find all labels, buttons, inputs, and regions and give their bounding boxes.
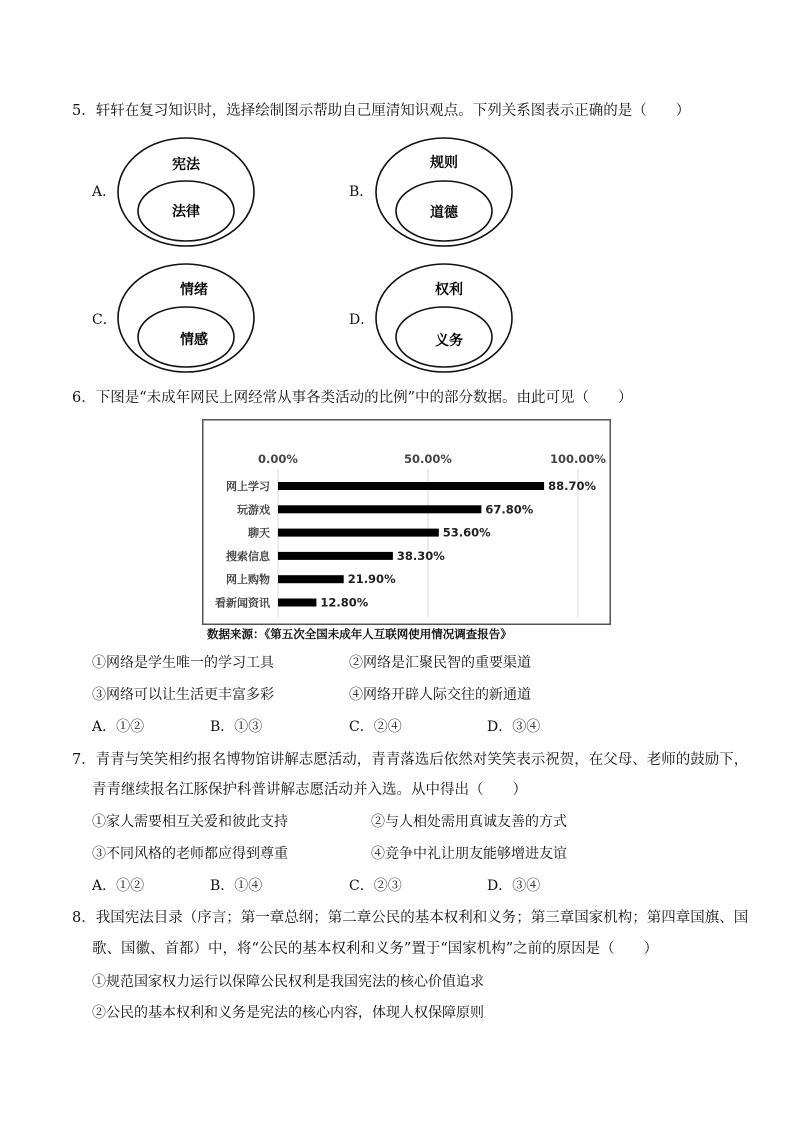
q7-stem-line-1: 7．青青与笑笑相约报名博物馆讲解志愿活动，青青落选后依然对笑笑表示祝贺，在父母、老师的鼓励下， (72, 752, 749, 768)
chart-category-label: 搜索信息 (226, 549, 270, 563)
chart-value-label: 53.60% (442, 525, 491, 540)
outer-label: 宪法 (172, 157, 200, 173)
chart-category-label: 网上购物 (226, 573, 270, 587)
chart-bar (278, 552, 393, 560)
q8-stem-line-1: 8．我国宪法目录（序言；第一章总纲；第二章公民的基本权利和义务；第三章国家机构；第四章国旗、国 (72, 910, 749, 926)
q6-statement-2: ②网络是汇聚民智的重要渠道 (349, 655, 531, 671)
chart-bar (278, 575, 344, 583)
q7-statement-3: ③不同风格的老师都应得到尊重 (92, 846, 288, 862)
q6-choice-d[interactable]: D．③④ (487, 719, 541, 735)
q5-option-c-letter[interactable]: C． (92, 312, 117, 328)
inner-label: 法律 (172, 204, 200, 220)
q8-statement-1: ①规范国家权力运行以保障公民权利是我国宪法的核心价值追求 (92, 974, 484, 990)
q6-statement-1: ①网络是学生唯一的学习工具 (92, 655, 274, 671)
q7-choice-a[interactable]: A．①② (92, 878, 145, 894)
chart-bar (278, 599, 316, 607)
inner-label: 道德 (430, 205, 458, 221)
chart-bar (278, 505, 481, 513)
q7-statement-2: ②与人相处需用真诚友善的方式 (371, 814, 567, 830)
chart-category-label: 聊天 (248, 526, 270, 540)
q6-choice-a[interactable]: A．①② (92, 719, 145, 735)
q6-choice-b[interactable]: B．①③ (210, 719, 263, 735)
outer-label: 情绪 (180, 282, 208, 298)
q7-choice-d[interactable]: D．③④ (487, 878, 541, 894)
q7-choice-c[interactable]: C．②③ (349, 878, 402, 894)
q6-statement-3: ③网络可以让生活更丰富多彩 (92, 687, 274, 703)
chart-category-label: 玩游戏 (237, 503, 270, 517)
q5-option-a-letter[interactable]: A． (92, 184, 117, 200)
chart-source: 数据来源：《第五次全国未成年人互联网使用情况调查报告》 (207, 627, 512, 641)
q8-stem-line-2: 歌、国徽、首都）中，将“公民的基本权利和义务”置于“国家机构”之前的原因是（ ） (92, 941, 659, 957)
q7-stem-line-2: 青青继续报名江豚保护科普讲解志愿活动并入选。从中得出（ ） (92, 782, 527, 798)
q6-choice-c[interactable]: C．②④ (349, 719, 402, 735)
q5-option-c-diagram (116, 262, 256, 374)
q5-option-d-letter[interactable]: D． (349, 312, 375, 328)
inner-label: 情感 (180, 332, 208, 348)
chart-category-label: 看新闻资讯 (215, 596, 270, 610)
q8-statement-2: ②公民的基本权利和义务是宪法的核心内容，体现人权保障原则 (92, 1005, 484, 1021)
outer-ellipse (118, 138, 254, 246)
chart-tick-label: 100.00% (550, 452, 606, 466)
outer-label: 规则 (430, 155, 458, 171)
q5-option-a-diagram (116, 136, 256, 248)
q7-statement-1: ①家人需要相互关爱和彼此支持 (92, 814, 288, 830)
chart-value-label: 88.70% (548, 479, 597, 493)
chart-category-label: 网上学习 (226, 480, 270, 493)
q6-statement-4: ④网络开辟人际交往的新通道 (349, 687, 531, 703)
inner-label: 义务 (435, 333, 463, 349)
chart-value-label: 12.80% (320, 595, 369, 610)
q5-option-b-letter[interactable]: B． (349, 184, 374, 200)
chart-value-label: 38.30% (396, 548, 445, 563)
chart-tick-label: 50.00% (404, 452, 452, 466)
q6-bar-chart (202, 419, 611, 625)
chart-value-label: 67.80% (485, 502, 534, 517)
chart-value-label: 21.90% (347, 572, 396, 587)
q5-stem: 5．轩轩在复习知识时，选择绘制图示帮助自己厘清知识观点。下列关系图表示正确的是（ ） (72, 103, 691, 119)
outer-ellipse (118, 264, 254, 372)
q5-option-d-diagram (374, 262, 514, 374)
q7-choice-b[interactable]: B．①④ (210, 878, 263, 894)
chart-bar (278, 482, 544, 490)
chart-tick-label: 0.00% (258, 452, 298, 466)
outer-label: 权利 (435, 282, 463, 298)
q5-option-b-diagram (374, 136, 514, 248)
chart-frame (203, 420, 611, 625)
q7-statement-4: ④竞争中礼让朋友能够增进友谊 (371, 846, 567, 862)
q6-stem: 6．下图是“未成年网民上网经常从事各类活动的比例”中的部分数据。由此可见（ ） (72, 390, 633, 406)
outer-ellipse (376, 264, 512, 372)
chart-bar (278, 529, 439, 537)
